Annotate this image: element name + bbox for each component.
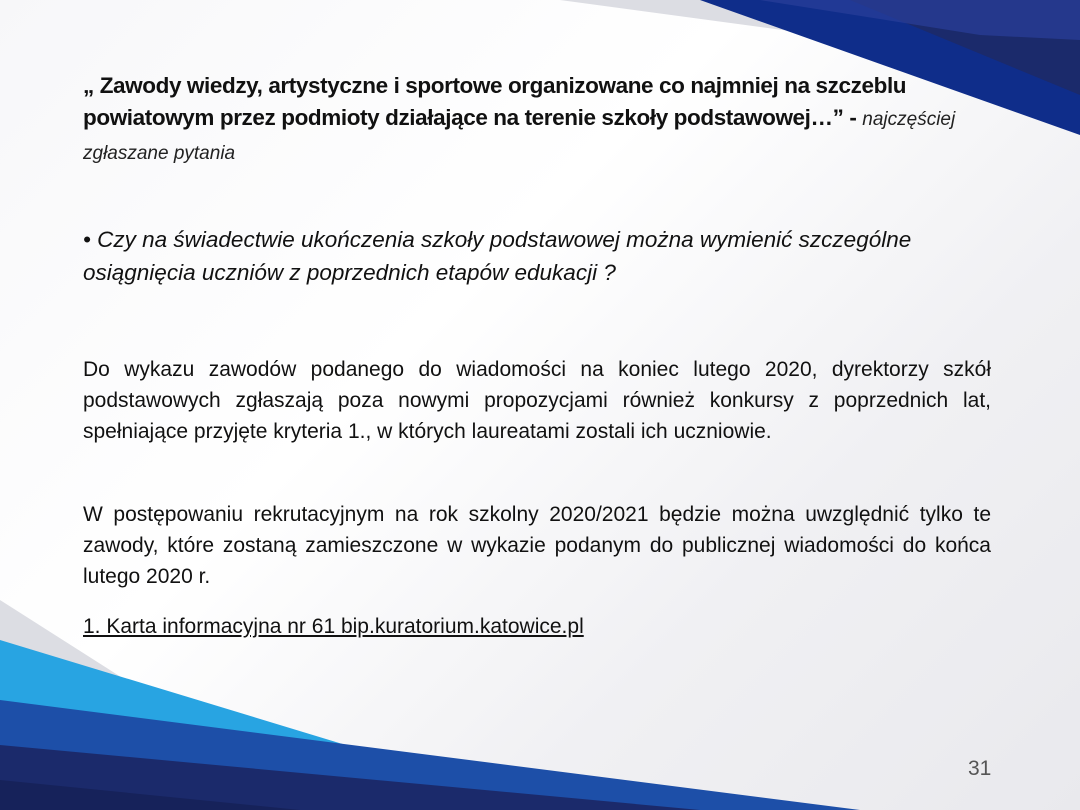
slide-title (83, 70, 983, 170)
question-bullet: • Czy na świadectwie ukończenia szkoły podstawowej można wymienić szczególne osiągnięcia uczniów z poprzednich etapów edukacji ? (83, 227, 912, 285)
slide-title-subtitle: najczęściej zgłaszane pytania (83, 109, 956, 164)
slide-title-main: „ Zawody wiedzy, artystyczne i sportowe organizowane co najmniej na szczeblu powiatowym przez podmioty działające na terenie szkoły podstawowej…” - (83, 73, 907, 130)
answer-paragraph-1: Do wykazu zawodów podanego do wiadomości na koniec lutego 2020, dyrektorzy szkół podstawowych zgłaszają poza nowymi propozycjami również konkursy z poprzednich lat, spełniające przyjęte kryteria 1., w których laureatami zostali ich uczniowie. (83, 358, 991, 443)
page-number: 31 (968, 757, 992, 780)
answer-paragraph-2: W postępowaniu rekrutacyjnym na rok szkolny 2020/2021 będzie można uwzględnić tylko te zawody, które zostaną zamieszczone w wykazie podanym do publicznej wiadomości do końca lutego 2020 r. (83, 503, 991, 588)
footnote-link[interactable]: 1. Karta informacyjna nr 61 bip.kuratorium.katowice.pl (83, 615, 584, 638)
